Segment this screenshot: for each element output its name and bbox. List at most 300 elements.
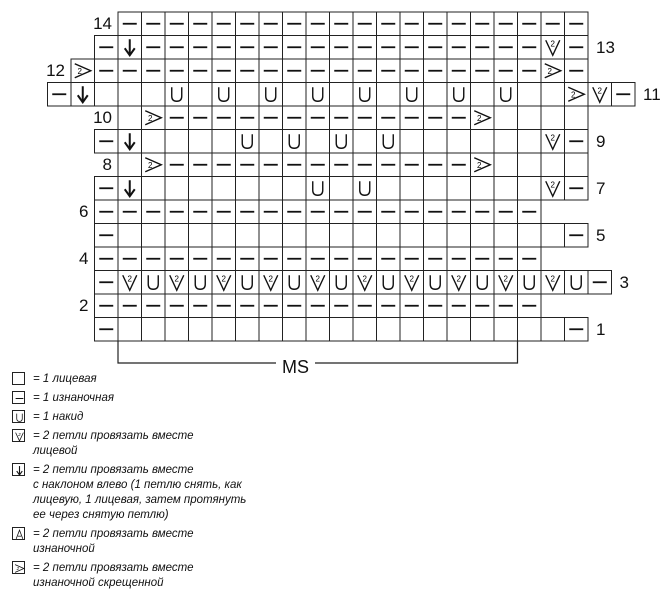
- knit-cell: [236, 224, 260, 248]
- yarn-over-cell: [400, 83, 424, 107]
- yarn-over-cell: [306, 83, 330, 107]
- knit-cell: [424, 83, 448, 107]
- purl-cell: [565, 224, 589, 248]
- repeat-bracket: [118, 341, 518, 363]
- svg-text:2: 2: [571, 90, 576, 100]
- k2tog-icon: [12, 429, 25, 442]
- purl-cell: [118, 59, 142, 83]
- knit-cell: [189, 224, 213, 248]
- svg-text:2: 2: [77, 66, 82, 76]
- knit-cell: [494, 106, 518, 130]
- purl-cell: [306, 294, 330, 318]
- purl-cell: [95, 36, 119, 60]
- purl-cell: [494, 247, 518, 271]
- purl-cell: [353, 59, 377, 83]
- legend-item: [12, 391, 312, 406]
- svg-text:2: 2: [315, 274, 320, 284]
- purl-cell: [212, 36, 236, 60]
- knit-cell: [377, 318, 401, 342]
- purl-cell: [95, 177, 119, 201]
- knit-cell: [95, 83, 119, 107]
- purl-cell: [259, 294, 283, 318]
- svg-text:2: 2: [18, 431, 21, 437]
- purl-cell: [142, 12, 166, 36]
- knit-cell: [353, 318, 377, 342]
- row-number: 12: [46, 61, 65, 80]
- p2tog-icon: [12, 527, 25, 540]
- svg-text:2: 2: [550, 133, 555, 143]
- purl-cell: [518, 36, 542, 60]
- k2tog-cell: [541, 177, 565, 201]
- purl-cell: [424, 294, 448, 318]
- k2tog-cell: [541, 36, 565, 60]
- row-number: 11: [643, 84, 661, 104]
- repeat-label: MS: [276, 357, 315, 378]
- purl-cell: [447, 294, 471, 318]
- yarn-over-cell: [471, 271, 495, 295]
- purl-cell: [306, 153, 330, 177]
- purl-cell: [518, 12, 542, 36]
- purl-cell: [565, 318, 589, 342]
- ssk-cell: [118, 36, 142, 60]
- purl-cell: [283, 12, 307, 36]
- knit-cell: [565, 153, 589, 177]
- purl-cell: [259, 200, 283, 224]
- purl-cell: [259, 247, 283, 271]
- svg-text:2: 2: [550, 180, 555, 190]
- knit-cell: [518, 224, 542, 248]
- knit-cell: [212, 130, 236, 154]
- purl-cell: [377, 106, 401, 130]
- row-number: 6: [79, 202, 89, 221]
- knit-cell: [400, 130, 424, 154]
- purl-cell: [212, 153, 236, 177]
- purl-cell: [306, 200, 330, 224]
- purl-cell: [353, 36, 377, 60]
- yarn-over-cell: [353, 177, 377, 201]
- yarn-over-cell: [377, 271, 401, 295]
- purl-cell: [612, 83, 636, 107]
- knit-cell: [165, 177, 189, 201]
- purl-cell: [447, 59, 471, 83]
- knit-cell: [518, 83, 542, 107]
- purl-cell: [259, 36, 283, 60]
- purl-cell: [330, 153, 354, 177]
- knit-cell: [236, 83, 260, 107]
- yarn-over-cell: [306, 177, 330, 201]
- yarn-over-cell: [165, 83, 189, 107]
- knit-cell: [330, 83, 354, 107]
- svg-text:2: 2: [477, 160, 482, 170]
- purl-cell: [447, 36, 471, 60]
- knit-cell: [259, 177, 283, 201]
- k2tog-cell: [447, 271, 471, 295]
- knit-cell: [447, 130, 471, 154]
- ssk-cell: [118, 177, 142, 201]
- purl-cell: [236, 12, 260, 36]
- yarn-over-cell: [424, 271, 448, 295]
- knit-cell: [330, 318, 354, 342]
- svg-text:2: 2: [174, 274, 179, 284]
- purl-cell: [400, 200, 424, 224]
- purl-cell: [165, 153, 189, 177]
- yarn-over-cell: [236, 130, 260, 154]
- purl-cell: [565, 12, 589, 36]
- purl-cell: [165, 200, 189, 224]
- purl-cell: [400, 12, 424, 36]
- purl-cell: [400, 36, 424, 60]
- knit-cell: [518, 153, 542, 177]
- purl-cell: [424, 36, 448, 60]
- svg-text:2: 2: [148, 113, 153, 123]
- purl-cell: [424, 200, 448, 224]
- knit-cell: [518, 177, 542, 201]
- knit-cell: [424, 318, 448, 342]
- purl-cell: [118, 247, 142, 271]
- purl-cell: [424, 106, 448, 130]
- purl-cell: [447, 200, 471, 224]
- purl-cell: [306, 36, 330, 60]
- knit-cell: [541, 153, 565, 177]
- purl-cell: [259, 106, 283, 130]
- p2tog-tbl-cell: [565, 83, 589, 107]
- purl-cell: [330, 106, 354, 130]
- row-number: 7: [596, 178, 606, 198]
- purl-cell: [353, 12, 377, 36]
- knit-cell: [494, 224, 518, 248]
- purl-cell: [471, 200, 495, 224]
- purl-cell: [283, 200, 307, 224]
- knit-cell: [518, 106, 542, 130]
- yarn-over-cell: [565, 271, 589, 295]
- svg-text:2: 2: [409, 274, 414, 284]
- purl-cell: [471, 294, 495, 318]
- purl-cell: [353, 153, 377, 177]
- purl-cell: [565, 59, 589, 83]
- purl-cell: [330, 12, 354, 36]
- purl-cell: [330, 294, 354, 318]
- purl-cell: [236, 36, 260, 60]
- purl-cell: [471, 36, 495, 60]
- purl-cell: [48, 83, 72, 107]
- yarn-over-cell: [353, 83, 377, 107]
- knit-icon: [12, 372, 25, 385]
- k2tog-cell: [306, 271, 330, 295]
- purl-cell: [565, 130, 589, 154]
- purl-cell: [95, 200, 119, 224]
- knit-cell: [118, 224, 142, 248]
- knit-cell: [377, 177, 401, 201]
- svg-text:2: 2: [16, 566, 20, 572]
- legend-text: = 2 петли провязать вместе с наклоном влево (1 петлю снять, как лицевую, 1 лицевая, затем протянуть ее через снятую петлю): [33, 464, 247, 521]
- purl-cell: [283, 247, 307, 271]
- knit-cell: [259, 224, 283, 248]
- purl-cell: [118, 12, 142, 36]
- purl-cell: [142, 200, 166, 224]
- legend-item: [12, 410, 312, 425]
- purl-cell: [236, 153, 260, 177]
- purl-cell: [353, 247, 377, 271]
- purl-cell: [95, 130, 119, 154]
- purl-cell: [447, 153, 471, 177]
- knit-cell: [377, 224, 401, 248]
- knit-cell: [541, 106, 565, 130]
- purl-icon: [12, 391, 25, 404]
- purl-cell: [588, 271, 612, 295]
- knit-cell: [189, 83, 213, 107]
- purl-cell: [165, 59, 189, 83]
- knit-cell: [189, 130, 213, 154]
- knit-cell: [424, 224, 448, 248]
- purl-cell: [400, 247, 424, 271]
- purl-cell: [165, 247, 189, 271]
- svg-text:2: 2: [550, 274, 555, 284]
- svg-text:2: 2: [268, 274, 273, 284]
- purl-cell: [494, 200, 518, 224]
- svg-text:2: 2: [550, 39, 555, 49]
- knit-cell: [283, 83, 307, 107]
- row-number: 14: [93, 14, 112, 33]
- knit-cell: [471, 130, 495, 154]
- purl-cell: [283, 36, 307, 60]
- purl-cell: [518, 294, 542, 318]
- ssk-cell: [118, 130, 142, 154]
- purl-cell: [400, 106, 424, 130]
- purl-cell: [95, 224, 119, 248]
- knit-cell: [447, 177, 471, 201]
- purl-cell: [518, 59, 542, 83]
- purl-cell: [518, 200, 542, 224]
- svg-text:2: 2: [221, 274, 226, 284]
- purl-cell: [118, 294, 142, 318]
- purl-cell: [400, 294, 424, 318]
- yarn-over-cell: [447, 83, 471, 107]
- row-number: 5: [596, 225, 606, 245]
- knit-cell: [236, 318, 260, 342]
- knit-cell: [142, 83, 166, 107]
- ssk-cell: [71, 83, 95, 107]
- purl-cell: [142, 294, 166, 318]
- purl-cell: [259, 12, 283, 36]
- knit-cell: [565, 106, 589, 130]
- purl-cell: [236, 247, 260, 271]
- knit-cell: [212, 177, 236, 201]
- legend-item: [12, 463, 312, 523]
- knit-cell: [306, 130, 330, 154]
- knit-cell: [471, 83, 495, 107]
- yarn-over-cell: [189, 271, 213, 295]
- p2tog-tbl-cell: [142, 106, 166, 130]
- knit-cell: [165, 130, 189, 154]
- yarn-over-icon: [12, 410, 25, 423]
- purl-cell: [212, 106, 236, 130]
- row-number: 8: [102, 155, 112, 174]
- k2tog-cell: [541, 271, 565, 295]
- legend-text: = 1 изнаночная: [33, 392, 114, 404]
- purl-cell: [306, 12, 330, 36]
- p2tog-tbl-cell: [471, 153, 495, 177]
- purl-cell: [236, 294, 260, 318]
- purl-cell: [142, 59, 166, 83]
- purl-cell: [306, 106, 330, 130]
- svg-text:2: 2: [547, 66, 552, 76]
- knit-cell: [142, 177, 166, 201]
- knit-cell: [283, 177, 307, 201]
- yarn-over-cell: [142, 271, 166, 295]
- legend-text: = 2 петли провязать вместе изнаночной скрещенной: [33, 562, 194, 589]
- knit-cell: [447, 318, 471, 342]
- purl-cell: [447, 247, 471, 271]
- purl-cell: [189, 247, 213, 271]
- purl-cell: [424, 153, 448, 177]
- knit-cell: [424, 130, 448, 154]
- purl-cell: [236, 106, 260, 130]
- row-number: 2: [79, 296, 89, 315]
- purl-cell: [424, 12, 448, 36]
- purl-cell: [212, 200, 236, 224]
- purl-cell: [189, 59, 213, 83]
- knit-cell: [212, 318, 236, 342]
- knit-cell: [353, 224, 377, 248]
- knit-cell: [165, 224, 189, 248]
- purl-cell: [471, 12, 495, 36]
- purl-cell: [189, 200, 213, 224]
- k2tog-cell: [259, 271, 283, 295]
- purl-cell: [95, 59, 119, 83]
- purl-cell: [142, 36, 166, 60]
- knit-cell: [236, 177, 260, 201]
- knit-cell: [541, 318, 565, 342]
- purl-cell: [212, 294, 236, 318]
- purl-cell: [330, 200, 354, 224]
- purl-cell: [494, 59, 518, 83]
- k2tog-cell: [400, 271, 424, 295]
- row-number: 1: [596, 319, 606, 339]
- yarn-over-cell: [518, 271, 542, 295]
- k2tog-cell: [212, 271, 236, 295]
- knit-cell: [118, 83, 142, 107]
- svg-text:2: 2: [456, 274, 461, 284]
- purl-cell: [330, 247, 354, 271]
- knit-cell: [142, 318, 166, 342]
- knit-cell: [330, 224, 354, 248]
- legend-text: = 2 петли провязать вместе изнаночной: [33, 528, 194, 555]
- knit-cell: [142, 224, 166, 248]
- knit-cell: [471, 177, 495, 201]
- purl-cell: [259, 59, 283, 83]
- p2tog-tbl-icon: [12, 561, 25, 574]
- knit-cell: [353, 130, 377, 154]
- purl-cell: [377, 12, 401, 36]
- purl-cell: [400, 59, 424, 83]
- purl-cell: [165, 294, 189, 318]
- purl-cell: [377, 36, 401, 60]
- purl-cell: [306, 247, 330, 271]
- row-number: 9: [596, 131, 606, 151]
- purl-cell: [377, 247, 401, 271]
- legend-item: [12, 561, 312, 591]
- row-number: 4: [79, 249, 89, 268]
- purl-cell: [283, 153, 307, 177]
- svg-text:2: 2: [148, 160, 153, 170]
- yarn-over-cell: [236, 271, 260, 295]
- purl-cell: [165, 36, 189, 60]
- row-number: 13: [596, 37, 615, 57]
- purl-cell: [142, 247, 166, 271]
- purl-cell: [471, 247, 495, 271]
- legend: [12, 372, 312, 595]
- knit-cell: [471, 224, 495, 248]
- k2tog-cell: [165, 271, 189, 295]
- svg-text:2: 2: [597, 86, 602, 96]
- svg-text:2: 2: [477, 113, 482, 123]
- knit-cell: [189, 318, 213, 342]
- purl-cell: [283, 294, 307, 318]
- yarn-over-cell: [330, 271, 354, 295]
- knit-cell: [400, 177, 424, 201]
- yarn-over-cell: [283, 130, 307, 154]
- knit-cell: [306, 318, 330, 342]
- purl-cell: [189, 106, 213, 130]
- knit-cell: [518, 318, 542, 342]
- row-number: 10: [93, 108, 112, 127]
- yarn-over-cell: [259, 83, 283, 107]
- legend-item: [12, 372, 312, 387]
- purl-cell: [424, 59, 448, 83]
- knit-cell: [494, 318, 518, 342]
- purl-cell: [353, 200, 377, 224]
- ssk-icon: [12, 463, 25, 476]
- knit-cell: [400, 318, 424, 342]
- legend-text: = 1 накид: [33, 411, 84, 423]
- knit-cell: [165, 318, 189, 342]
- purl-cell: [424, 247, 448, 271]
- purl-cell: [165, 12, 189, 36]
- purl-cell: [471, 59, 495, 83]
- purl-cell: [189, 294, 213, 318]
- purl-cell: [259, 153, 283, 177]
- purl-cell: [565, 177, 589, 201]
- knit-cell: [118, 153, 142, 177]
- svg-text:2: 2: [127, 274, 132, 284]
- p2tog-tbl-cell: [471, 106, 495, 130]
- purl-cell: [494, 12, 518, 36]
- purl-cell: [400, 153, 424, 177]
- purl-cell: [283, 106, 307, 130]
- purl-cell: [212, 12, 236, 36]
- k2tog-cell: [118, 271, 142, 295]
- p2tog-tbl-cell: [142, 153, 166, 177]
- purl-cell: [212, 59, 236, 83]
- purl-cell: [236, 200, 260, 224]
- knit-cell: [541, 224, 565, 248]
- purl-cell: [447, 106, 471, 130]
- purl-cell: [189, 153, 213, 177]
- yarn-over-cell: [212, 83, 236, 107]
- purl-cell: [118, 200, 142, 224]
- knit-cell: [259, 318, 283, 342]
- knit-cell: [330, 177, 354, 201]
- yarn-over-cell: [330, 130, 354, 154]
- legend-text: = 1 лицевая: [33, 373, 97, 385]
- k2tog-cell: [541, 130, 565, 154]
- legend-item: [12, 429, 312, 459]
- knit-cell: [447, 224, 471, 248]
- knit-cell: [306, 224, 330, 248]
- k2tog-cell: [494, 271, 518, 295]
- purl-cell: [189, 12, 213, 36]
- knit-cell: [377, 83, 401, 107]
